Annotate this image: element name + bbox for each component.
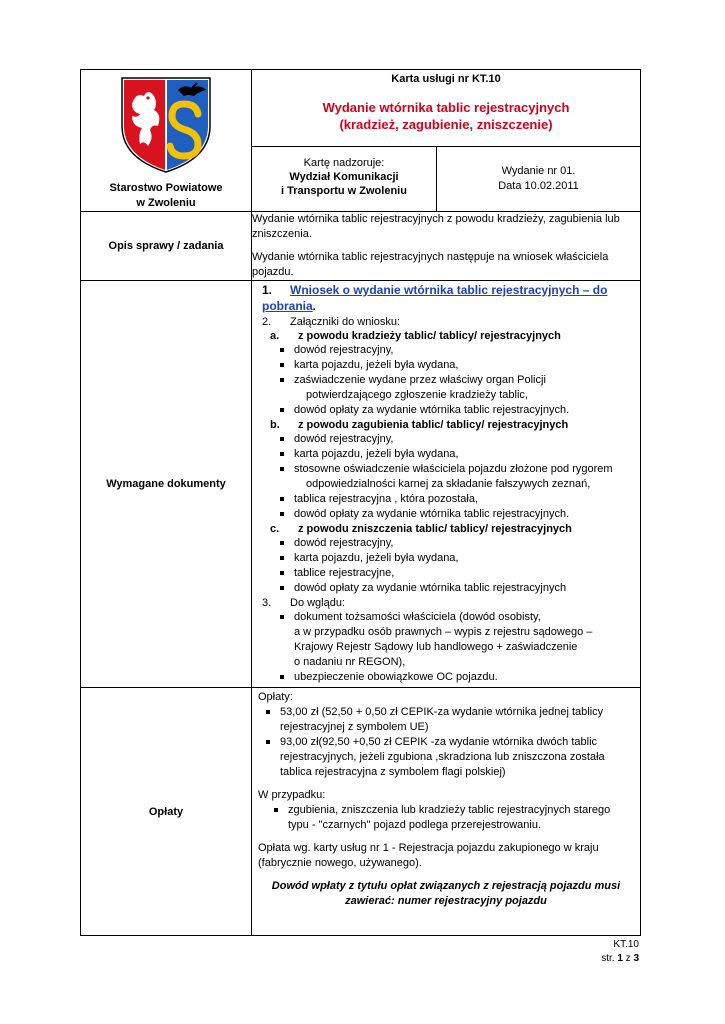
list-item: dokument tożsamości właściciela (dowód osobisty, a w przypadku osób prawnych – wypis z rejestru sądowego – Krajowy Rejestr Sądowy lub handlowego + zaświadczenie o nadaniu nr REGON), bbox=[280, 610, 634, 670]
documents-cell bbox=[252, 281, 641, 688]
supervisor-cell bbox=[252, 147, 437, 212]
opis-paragraph-2: Wydanie wtórnika tablic rejestracyjnych następuje na wniosek właściciela pojazdu. bbox=[252, 251, 609, 278]
list-item: dowód rejestracyjny, bbox=[280, 536, 634, 551]
page-number: str. 1 z 3 bbox=[601, 953, 639, 964]
office-cell bbox=[81, 70, 252, 212]
item3-text: Do wglądu: bbox=[290, 597, 346, 609]
sub-a-list bbox=[258, 343, 634, 418]
card-title-line2: (kradzież, zagubienie, zniszczenie) bbox=[339, 117, 553, 132]
list-item: dowód rejestracyjny, bbox=[280, 432, 634, 447]
opis-cell bbox=[252, 212, 641, 281]
supervisor-name-line2: i Transportu w Zwoleniu bbox=[281, 185, 407, 198]
list-item: ubezpieczenie obowiązkowe OC pojazdu. bbox=[280, 670, 634, 685]
card-number: Karta usługi nr KT.10 bbox=[391, 73, 501, 85]
sub-b-list bbox=[258, 432, 634, 522]
list-item: dowód rejestracyjny, bbox=[280, 343, 634, 358]
edition-date: Data 10.02.2011 bbox=[498, 180, 579, 193]
list-item: dowód opłaty za wydanie wtórnika tablic rejestracyjnych. bbox=[280, 507, 634, 522]
list-item: tablica rejestracyjna , która pozostała, bbox=[280, 492, 634, 507]
title-cell bbox=[252, 70, 641, 147]
coat-of-arms-icon bbox=[118, 74, 214, 174]
item1-number: 1. bbox=[262, 283, 273, 297]
page-footer bbox=[601, 938, 639, 966]
fees-heading: Opłaty: bbox=[258, 691, 293, 703]
list-item: stosowne oświadczenie właściciela pojazdu złożone pod rygorem odpowiedzialności karnej za składanie fałszywych zeznań, bbox=[280, 462, 634, 492]
item1-dot: . bbox=[312, 301, 316, 313]
fees-cell bbox=[252, 688, 641, 936]
sub-c-list bbox=[258, 536, 634, 596]
opis-label: Opis sprawy / zadania bbox=[81, 212, 252, 281]
case-list bbox=[258, 803, 634, 833]
edition-cell bbox=[437, 147, 641, 212]
list-item: dowód opłaty za wydanie wtórnika tablic rejestracyjnych. bbox=[280, 403, 634, 418]
sub-b-mark: b. bbox=[270, 419, 280, 431]
fees-label: Opłaty bbox=[81, 688, 252, 936]
list-item: karta pojazdu, jeżeli była wydana, bbox=[280, 551, 634, 566]
sub-c-title: z powodu zniszczenia tablic/ tablicy/ rejestracyjnych bbox=[298, 523, 572, 535]
list-item: 93,00 zł(92,50 +0,50 zł CEPIK -za wydanie wtórnika dwóch tablic rejestracyjnych, jeżeli zgubiona ,skradziona lub zniszczona została tablica rejestracyjna z symbolem flagi polskiej) bbox=[266, 735, 634, 780]
application-form-link[interactable]: Wniosek o wydanie wtórnika tablic rejestracyjnych – do pobrania bbox=[262, 283, 608, 313]
item2-text: Załączniki do wniosku: bbox=[290, 316, 401, 328]
coat-of-arms bbox=[81, 70, 251, 174]
payment-requirement: Dowód wpłaty z tytułu opłat związanych z rejestracją pojazdu musi zawierać: numer rejestracyjny pojazdu bbox=[271, 880, 621, 907]
opis-paragraph-1: Wydanie wtórnika tablic rejestracyjnych z powodu kradzieży, zagubienia lub zniszczenia. bbox=[252, 213, 620, 240]
service-card-table bbox=[80, 69, 641, 936]
item2-number: 2. bbox=[262, 316, 272, 328]
supervisor-label: Kartę nadzoruje: bbox=[303, 157, 385, 170]
sub-c-mark: c. bbox=[270, 523, 280, 535]
card-title-line1: Wydanie wtórnika tablic rejestracyjnych bbox=[322, 100, 570, 115]
list-item: zaświadczenie wydane przez właściwy organ Policji potwierdzającego zgłoszenie kradzieży tablic, bbox=[280, 373, 634, 403]
list-item: 53,00 zł (52,50 + 0,50 zł CEPIK-za wydanie wtórnika jednej tablicy rejestracyjnej z symbolem UE) bbox=[266, 705, 634, 735]
fees-list bbox=[258, 705, 634, 780]
case-heading: W przypadku: bbox=[258, 789, 326, 801]
sub-a-title: z powodu kradzieży tablic/ tablicy/ rejestracyjnych bbox=[298, 330, 561, 342]
edition-number: Wydanie nr 01. bbox=[501, 165, 576, 178]
list-item: tablice rejestracyjne, bbox=[280, 566, 634, 581]
inspection-list bbox=[258, 610, 634, 685]
list-item: dowód opłaty za wydanie wtórnika tablic rejestracyjnych bbox=[280, 581, 634, 596]
item3-number: 3. bbox=[262, 597, 272, 609]
office-name-line1: Starostwo Powiatowe bbox=[109, 182, 223, 194]
list-item: zgubienia, zniszczenia lub kradzieży tablic rejestracyjnych starego typu - "czarnych" pojazd podlega przerejestrowaniu. bbox=[274, 803, 634, 833]
list-item: karta pojazdu, jeżeli była wydana, bbox=[280, 447, 634, 462]
sub-a-mark: a. bbox=[270, 330, 280, 342]
sub-b-title: z powodu zagubienia tablic/ tablicy/ rejestracyjnych bbox=[298, 419, 569, 431]
footer-code: KT.10 bbox=[613, 939, 639, 950]
fee-note: Opłata wg. karty usług nr 1 - Rejestracja pojazdu zakupionego w kraju (fabrycznie nowego, używanego). bbox=[258, 842, 599, 869]
documents-label: Wymagane dokumenty bbox=[81, 281, 252, 688]
list-item: karta pojazdu, jeżeli była wydana, bbox=[280, 358, 634, 373]
supervisor-name-line1: Wydział Komunikacji bbox=[289, 171, 399, 184]
office-name-line2: w Zwoleniu bbox=[136, 197, 196, 209]
